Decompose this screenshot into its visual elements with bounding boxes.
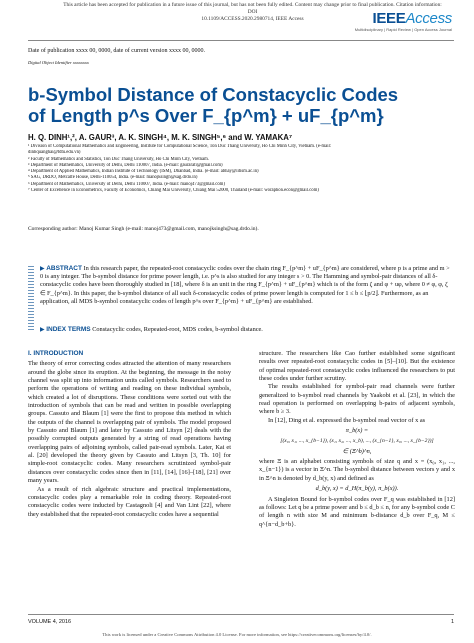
doi-line: Digital Object Identifier xxxxxxxx <box>28 60 89 65</box>
footer-rule <box>28 614 454 615</box>
affiliation-line: ⁴ Department of Applied Mathematics, Indian Institute of Technology (ISM), Dhanbad, India. (e-mail: abhay@iitism.ac.in) <box>28 169 259 175</box>
paper-title <box>28 84 448 126</box>
triangle-icon: ▶ <box>40 266 45 272</box>
journal-logo <box>355 10 452 32</box>
logo-tagline: Multidisciplinary | Rapid Review | Open Access Journal <box>354 27 452 32</box>
logo-brand-italic: Access <box>405 10 452 27</box>
right-paragraph-2: The results established for symbol-pair read channels were further generalized to b-symbol read channels by Yaakobi et al. [23], in which the read operation is performed on overlapping b-pairs of adjacent symbols, where b ≥ 3. <box>259 383 455 416</box>
equation-b-distance: d_b(y, x) = d_H(π_b(y), π_b(x)). <box>315 485 399 493</box>
section-heading: I. INTRODUCTION <box>28 350 84 357</box>
title-line1: b-Symbol Distance of Constacyclic Codes <box>28 84 399 105</box>
title-line2: of Length p^s Over F_{p^m} + uF_{p^m} <box>28 105 384 126</box>
affiliation-line: dinhquanghai@tdtu.edu.vn) <box>28 150 81 156</box>
right-column <box>259 350 455 529</box>
affiliation-line: ⁶ Department of Mathematics, University of Delhi, Delhi 110007, India. (e-mail: manoj473@gmail.com) <box>28 181 225 187</box>
right-paragraph-4: where Ξ is an alphabet consisting symbols of size q and x = (x₀, x₁, ..., x_{n−1}) is a vector in Ξ^n. The b-symbol distance between vectors y and x in Ξ^n is denoted by d_b(y, x) and defined as <box>259 458 455 482</box>
equation-read-vector: [(x₀, x₁, ..., x_{b−1}), (x₁, x₂, ..., x_b), ..., (x_{n−1}, x₀, ..., x_{b−2})] <box>280 438 434 445</box>
abstract-label: ABSTRACT <box>46 265 82 272</box>
affiliation-line: ¹ Division of Computational Mathematics and Engineering, Institute for Computational Science, Ton Duc Thang University, Ho Chi Minh City, Vietnam. (e-mail: <box>28 144 332 149</box>
affiliation-line: ⁵ SAG, DRDO, Metcalfe House, Delhi-110054, India. (e-mail: manojksingh@sag.drdo.in) <box>28 175 198 181</box>
abstract <box>28 265 453 306</box>
equation-read-vector-tag: ∈ (Ξ^b)^n, <box>342 447 372 455</box>
license-note: This work is licensed under a Creative Commons Attribution 4.0 License. For more information, see https://creativecommons.org/licenses/by/4.0/. <box>102 632 372 637</box>
right-paragraph-1: structure. The researchers like Cao further established some significant results over repeated-root constacyclic codes in [5]–[10]. But the existence of optimal repeated-root constacyclic codes influenced the researchers to put these codes under further scrutiny. <box>259 350 455 383</box>
affiliation-line: ² Faculty of Mathematics and Statistics, Ton Duc Thang University, Ho Chi Minh City, Vietnam. <box>28 156 209 162</box>
top-note-line2: 10.1109/ACCESS.2020.2980714, IEEE Access <box>201 16 304 22</box>
affiliation-line: ⁷ Center of Excellence in Econometrics, Faculty of Economics, Chiang Mai University, Chiang Mai 52000, Thailand (e-mail: woraphon.econ@gmail.com) <box>28 188 319 194</box>
right-paragraph-5: A Singleton Bound for b-symbol codes over F_q was established in [12] as follows: Let q be a prime power and b ≤ d_b ≤ n, for any b-symbol code C of length n with size M and minimum b-distance d_b over F_q, M ≤ q^{n−d_b+b}. <box>259 495 455 528</box>
index-terms <box>28 326 453 334</box>
affiliation-line: ³ Department of Mathematics, University of Delhi, Delhi 110007, India. (e-mail: gaurarati@gmail.com) <box>28 162 223 168</box>
top-note-line1: This article has been accepted for publication in a future issue of this journal, but has not been fully edited. Content may change prior to final publication. Citation information: DOI <box>63 2 442 15</box>
intro-paragraph-2: As a result of rich algebraic structure and practical implementations, constacyclic codes play a remarkable role in coding theory. Repeated-root constacyclic codes were inducted by Castagnoli [4] and Van Lint [22], where they established that the repeated-root constacyclic codes have a sequential <box>28 485 231 518</box>
header-rule <box>28 40 454 41</box>
author-list: H. Q. DINH¹,², A. GAUR³, A. K. SINGH⁴, M. K. SINGH⁵,⁶ and W. YAMAKA⁷ <box>28 133 293 142</box>
left-column <box>28 350 231 519</box>
volume-label: VOLUME 4, 2016 <box>28 619 72 625</box>
index-terms-text: Constacyclic codes, Repeated-root, MDS codes, b-symbol distance. <box>92 326 263 333</box>
corresponding-author: Corresponding author: Manoj Kumar Singh (e-mail: manoj473@gmail.com, manojksingh@sag.drdo.in). <box>28 226 259 232</box>
abstract-text: In this research paper, the repeated-root constacyclic codes over the chain ring F_{p^m} + uF_{p^m} are considered, where p is a prime and m > 0 is any integer. The b-symbol distance for prime power length, i.e. p^s is also studied for any integer s > 0. The Hamming and symbol-pair distances of all δ-constacyclic codes have been thoroughly studied in [18], where δ is an unit in the ring F_{p^m} + uF_{p^m} which is of the form ζ and φ + uφ, where 0 ≠ φ, φ, ζ ∈ F_{p^m}. In this paper, the b-symbol distance of all such δ-constacyclic codes of prime power length is computed for 1 ≤ b ≤ ⌊p/2⌋. Furthermore, as an application, all MDS b-symbol constacyclic codes of length p^s over F_{p^m} + uF_{p^m} are established. <box>40 265 450 305</box>
intro-paragraph-1: The theory of error correcting codes attracted the attention of many researchers around the globe since its eruption. At the beginning, the message in the noisy channel was split up into information units called symbols. Researchers used to perform the operations of writing and reading on these individual symbols, which created a lot of disruptions. These conditions were sorted out with the introduction of symbols that can be read and written in possible overlapping groups. Cassuto and Blaum [1] were the first to propose this method in which the outputs of the channel is overlapping pair of symbols. The model proposed by Cassuto and Blaum [1] and later by Cassuto and Litsyn [2] deals with the possibly corrupted outputs generated by a string of read operations having overlapping pairs of adjoining symbols, called pair-read symbols. Later, Kai et al. [20] developed the theory given by Cassuto and Litsyn [3, Th. 10] for simple-root constacyclic codes. Many researchers scrutinized symbol-pair distances over constacyclic codes since then in [11], [14], [16]–[18], [21] over many years. <box>28 360 231 485</box>
triangle-icon: ▶ <box>40 327 45 333</box>
affiliations <box>28 144 453 194</box>
publication-dates: Date of publication xxxx 00, 0000, date of current version xxxx 00, 0000. <box>28 48 205 54</box>
page-number: 1 <box>450 619 454 625</box>
index-terms-label: INDEX TERMS <box>46 326 91 333</box>
equation-pi-b: π_b(x) = <box>345 427 369 435</box>
right-paragraph-3: In [12], Ding et al. expressed the b-symbol read vector of x as <box>268 416 426 424</box>
logo-brand: IEEE <box>372 10 406 27</box>
